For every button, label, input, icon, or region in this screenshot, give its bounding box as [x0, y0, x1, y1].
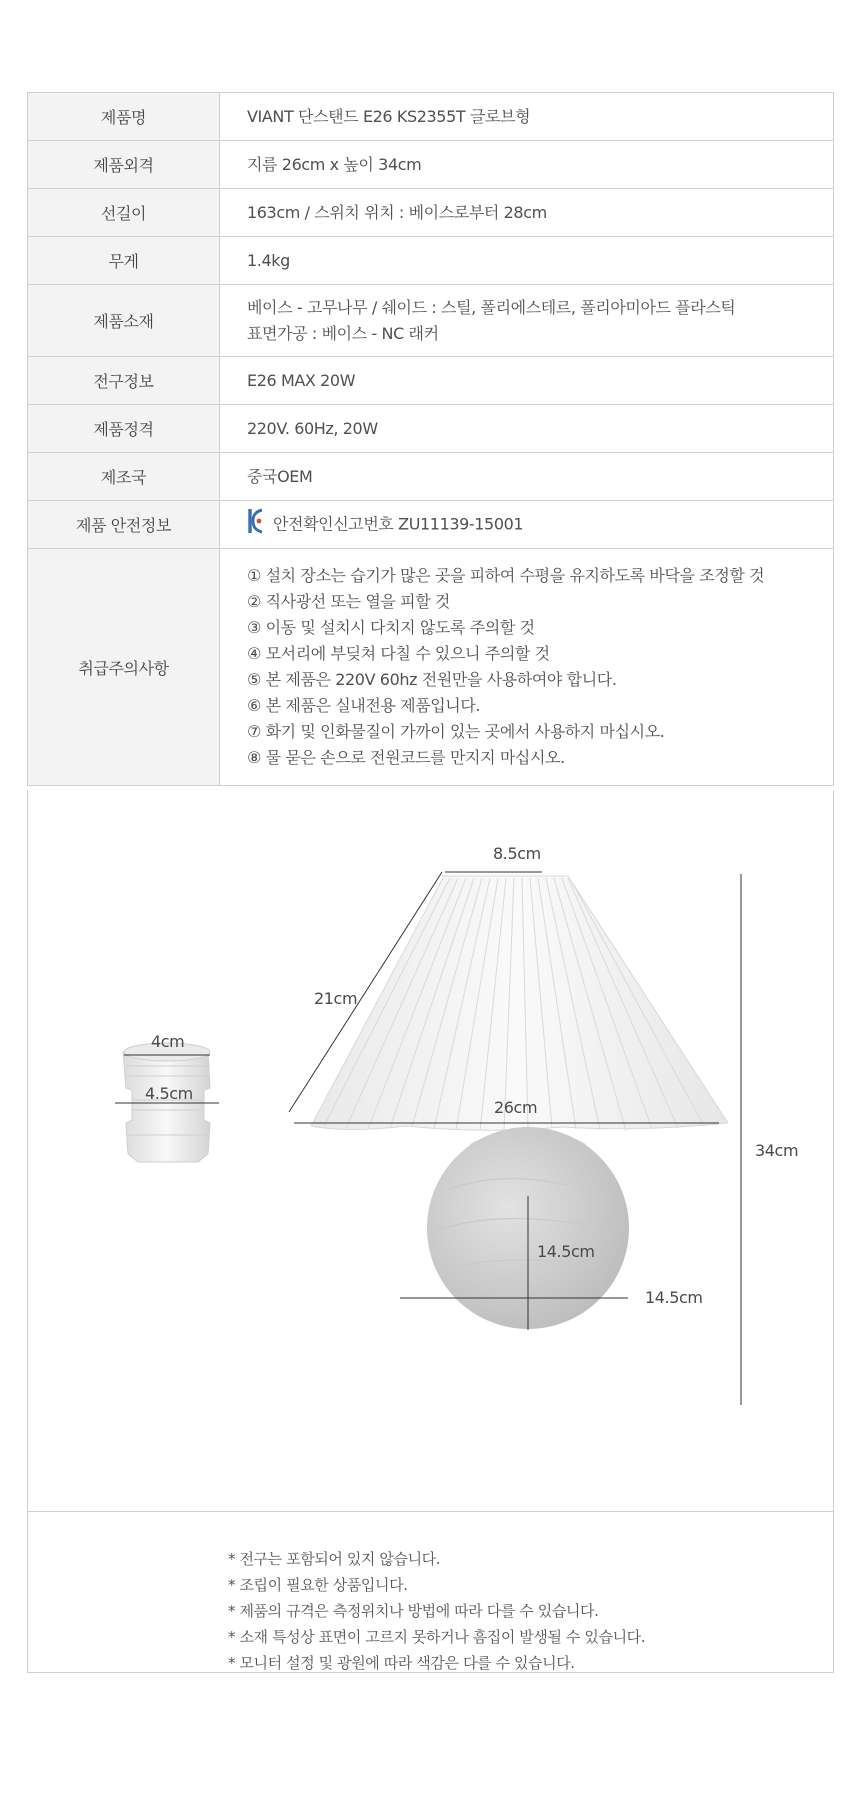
caution-item: ⑤ 본 제품은 220V 60hz 전원만을 사용하여야 합니다.	[247, 670, 617, 689]
spec-row-material	[28, 285, 834, 357]
notes-list	[228, 1546, 645, 1676]
dim-shade-side: 21cm	[314, 989, 358, 1008]
spec-value	[220, 285, 834, 357]
spec-row-origin	[28, 453, 834, 501]
spec-row-size	[28, 141, 834, 189]
dim-socket-mid: 4.5cm	[145, 1084, 193, 1103]
dim-ball-horizontal: 14.5cm	[645, 1288, 703, 1307]
spec-row-rating	[28, 405, 834, 453]
spec-label: 제품외격	[28, 141, 220, 189]
lamp-shade	[311, 876, 728, 1131]
spec-value: 중국OEM	[220, 453, 834, 501]
spec-row-name	[28, 93, 834, 141]
spec-row-bulb	[28, 357, 834, 405]
spec-value: 1.4kg	[220, 237, 834, 285]
spec-label: 제품명	[28, 93, 220, 141]
spec-value	[220, 501, 834, 549]
dim-total-height: 34cm	[755, 1141, 799, 1160]
spec-label: 제품소재	[28, 285, 220, 357]
spec-row-weight	[28, 237, 834, 285]
spec-table	[27, 92, 834, 786]
spec-value: 지름 26cm x 높이 34cm	[220, 141, 834, 189]
dim-shade-bottom: 26cm	[494, 1098, 538, 1117]
spec-label: 전구정보	[28, 357, 220, 405]
spec-label: 제품 안전정보	[28, 501, 220, 549]
spec-label: 제품정격	[28, 405, 220, 453]
safety-number: 안전확인신고번호 ZU11139-15001	[273, 514, 524, 533]
spec-value: 163cm / 스위치 위치 : 베이스로부터 28cm	[220, 189, 834, 237]
spec-row-cord	[28, 189, 834, 237]
spec-label: 무게	[28, 237, 220, 285]
spec-row-caution	[28, 549, 834, 786]
caution-item: ⑥ 본 제품은 실내전용 제품입니다.	[247, 696, 481, 715]
caution-item: ④ 모서리에 부딪쳐 다칠 수 있으니 주의할 것	[247, 644, 550, 663]
kc-certification-icon	[247, 508, 264, 542]
spec-label: 제조국	[28, 453, 220, 501]
caution-item: ③ 이동 및 설치시 다치지 않도록 주의할 것	[247, 618, 535, 637]
spec-label: 취급주의사항	[28, 549, 220, 786]
note-item: * 소재 특성상 표면이 고르지 못하거나 흠집이 발생될 수 있습니다.	[228, 1628, 646, 1646]
notes-section	[27, 1511, 834, 1673]
note-item: * 조립이 필요한 상품입니다.	[228, 1576, 408, 1594]
spec-line: 베이스 - 고무나무 / 쉐이드 : 스틸, 폴리에스테르, 폴리아미아드 플라스틱	[247, 297, 736, 317]
caution-list	[220, 549, 834, 786]
caution-item: ⑦ 화기 및 인화물질이 가까이 있는 곳에서 사용하지 마십시오.	[247, 722, 665, 741]
note-item: * 제품의 규격은 측정위치나 방법에 따라 다를 수 있습니다.	[228, 1602, 599, 1620]
spec-row-safety	[28, 501, 834, 549]
lamp-illustration	[28, 790, 835, 1511]
spec-value: E26 MAX 20W	[220, 357, 834, 405]
spec-value: 220V. 60Hz, 20W	[220, 405, 834, 453]
spec-line: 표면가공 : 베이스 - NC 래커	[247, 323, 439, 343]
dim-shade-top: 8.5cm	[493, 844, 541, 863]
dimension-diagram	[27, 790, 834, 1511]
dim-socket-top: 4cm	[151, 1032, 185, 1051]
note-item: * 전구는 포함되어 있지 않습니다.	[228, 1550, 441, 1568]
caution-item: ② 직사광선 또는 열을 피할 것	[247, 592, 450, 611]
spec-value: VIANT 단스탠드 E26 KS2355T 글로브형	[220, 93, 834, 141]
spec-label: 선길이	[28, 189, 220, 237]
dim-ball-vertical: 14.5cm	[537, 1242, 595, 1261]
caution-item: ⑧ 물 묻은 손으로 전원코드를 만지지 마십시오.	[247, 748, 565, 767]
note-item: * 모니터 설정 및 광원에 따라 색감은 다를 수 있습니다.	[228, 1654, 575, 1672]
caution-item: ① 설치 장소는 습기가 많은 곳을 피하여 수평을 유지하도록 바닥을 조정할 것	[247, 566, 765, 585]
